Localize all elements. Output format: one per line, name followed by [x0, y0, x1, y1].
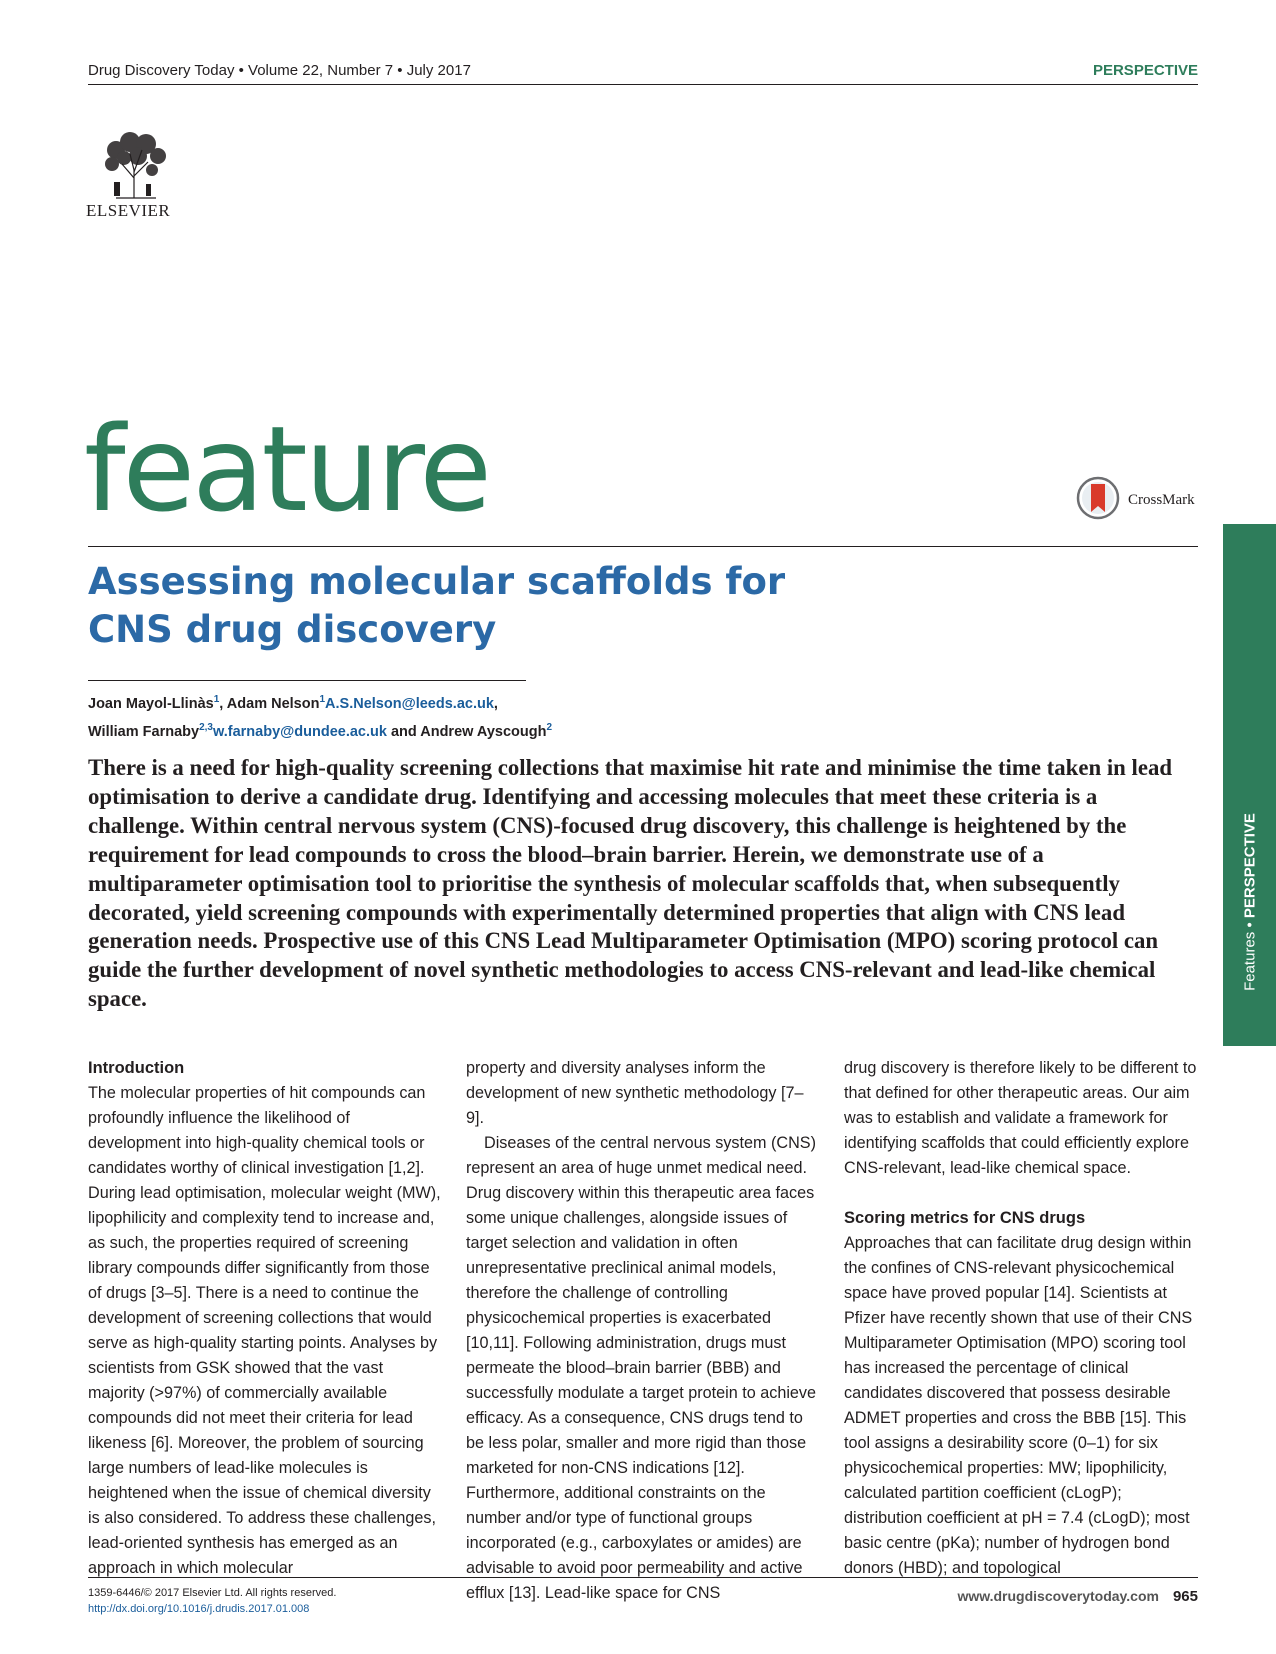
- author-list: Joan Mayol-Llinàs$^1$, Adam Nelson$^1$A.S.Nelson@leeds.ac.uk, William Farnaby$^{2,3}$w.farnaby@dundee.ac.uk and Andrew Ayscough$^2$: [88, 694, 553, 740]
- body-column-2: [466, 1056, 821, 1606]
- body-column-1: [88, 1056, 443, 1581]
- author-name: Andrew Ayscough: [420, 723, 547, 740]
- author-name: William Farnaby: [88, 723, 200, 740]
- crossmark-label[interactable]: CrossMark: [1128, 492, 1195, 508]
- side-tab-category: Features: [1241, 931, 1258, 991]
- body-paragraph: property and diversity analyses inform the development of new synthetic methodology [7–9].: [466, 1059, 804, 1127]
- author-email-link[interactable]: w.farnaby@dundee.ac.uk: [212, 723, 387, 740]
- publisher-name: ELSEVIER: [86, 201, 171, 220]
- section-heading-scoring: Scoring metrics for CNS drugs: [844, 1209, 1086, 1227]
- article-title: Assessing molecular scaffolds for CNS drug discovery: [88, 560, 786, 651]
- doi-link[interactable]: http://dx.doi.org/10.1016/j.drudis.2017.01.008: [88, 1603, 310, 1615]
- body-paragraph: Diseases of the central nervous system (CNS) represent an area of huge unmet medical need. Drug discovery within this therapeutic area faces some unique challenges, alongside issues of target selection and validation in often unrepresentative preclinical animal models, therefore the challenge of controlling physicochemical properties is exacerbated [10,11]. Following administration, drugs must permeate the blood–brain barrier (BBB) and successfully modulate a target protein to achieve efficacy. As a consequence, CNS drugs tend to be less polar, smaller and more rigid than those marketed for non-CNS indications [12]. Furthermore, additional constraints on the number and/or type of functional groups incorporated (e.g., carboxylates or amides) are advisable to avoid poor permeability and active efflux [13]. Lead-like space for CNS: [466, 1134, 817, 1602]
- side-tab-separator: •: [1241, 918, 1258, 932]
- affiliation-mark: 2: [546, 721, 553, 733]
- title-divider: [88, 546, 1198, 547]
- copyright-notice: 1359-6446/© 2017 Elsevier Ltd. All rights reserved.: [88, 1587, 337, 1599]
- page-number: 965: [1172, 1588, 1198, 1605]
- section-heading-introduction: Introduction: [88, 1059, 185, 1077]
- running-head: [88, 62, 1198, 84]
- affiliation-mark: 1: [319, 694, 326, 705]
- body-paragraph: drug discovery is therefore likely to be different to that defined for other therapeutic areas. Our aim was to establish and validate a framework for identifying scaffolds that could efficiently explore CNS-relevant, lead-like chemical space.: [844, 1059, 1197, 1177]
- feature-label: feature: [84, 400, 490, 538]
- affiliation-mark: 1: [213, 694, 220, 705]
- author-conjunction: and: [390, 723, 417, 740]
- author-email-link[interactable]: A.S.Nelson@leeds.ac.uk: [325, 695, 494, 712]
- body-paragraph: Approaches that can facilitate drug design within the confines of CNS-relevant physicochemical space have proved popular [14]. Scientists at Pfizer have recently shown that use of their CNS Multiparameter Optimisation (MPO) scoring tool has increased the percentage of clinical candidates discovered that possess desirable ADMET properties and cross the BBB [15]. This tool assigns a desirability score (0–1) for six physicochemical properties: MW; lipophilicity, calculated partition coefficient (cLogP); distribution coefficient at pH = 7.4 (cLogD); most basic centre (pKa); number of hydrogen bond donors (HBD); and topological: [844, 1234, 1193, 1577]
- footer-left: [88, 1585, 336, 1617]
- journal-website-link[interactable]: www.drugdiscoverytoday.com: [957, 1588, 1159, 1604]
- affiliation-mark: 2,3: [199, 721, 213, 733]
- abstract: There is a need for high-quality screening collections that maximise hit rate and minimise the time taken in lead optimisation to derive a candidate drug. Identifying and accessing molecules that meet these criteria is a challenge. Within central nervous system (CNS)-focused drug discovery, this challenge is heightened by the requirement for lead compounds to cross the blood–brain barrier. Herein, we demonstrate use of a multiparameter optimisation tool to prioritise the synthesis of molecular scaffolds that, when subsequently decorated, yield screening compounds with experimentally determined properties that align with CNS lead generation needs. Prospective use of this CNS Lead Multiparameter Optimisation (MPO) scoring protocol can guide the further development of novel synthetic methodologies to access CNS-relevant and lead-like chemical space.: [88, 755, 1173, 1012]
- author-name: Adam Nelson: [226, 695, 320, 712]
- header-divider: [88, 84, 1198, 85]
- footer-right: [957, 1588, 1198, 1605]
- body-column-3: [844, 1056, 1199, 1581]
- crossmark-icon[interactable]: [1076, 476, 1120, 520]
- side-tab-section: PERSPECTIVE: [1241, 813, 1258, 919]
- author-name: Joan Mayol-Llinàs: [88, 695, 214, 712]
- journal-citation: Drug Discovery Today • Volume 22, Number 7 • July 2017: [88, 62, 471, 79]
- section-side-tab: [1223, 524, 1276, 1046]
- body-paragraph: The molecular properties of hit compounds can profoundly influence the likelihood of development into high-quality chemical tools or candidates worthy of clinical investigation [1,2]. During lead optimisation, molecular weight (MW), lipophilicity and complexity tend to increase and, as such, the properties required of screening library compounds differ significantly from those of drugs [3–5]. There is a need to continue the development of screening collections that would serve as high-quality starting points. Analyses by scientists from GSK showed that the vast majority (>97%) of commercially available compounds did not meet their criteria for lead likeness [6]. Moreover, the problem of sourcing large numbers of lead-like molecules is heightened when the issue of chemical diversity is also considered. To address these challenges, lead-oriented synthesis has emerged as an approach in which molecular: [88, 1084, 441, 1577]
- footer-divider: [88, 1577, 1198, 1578]
- side-tab-label: [1241, 813, 1258, 991]
- section-label: PERSPECTIVE: [1092, 62, 1198, 79]
- author-divider: [88, 680, 526, 681]
